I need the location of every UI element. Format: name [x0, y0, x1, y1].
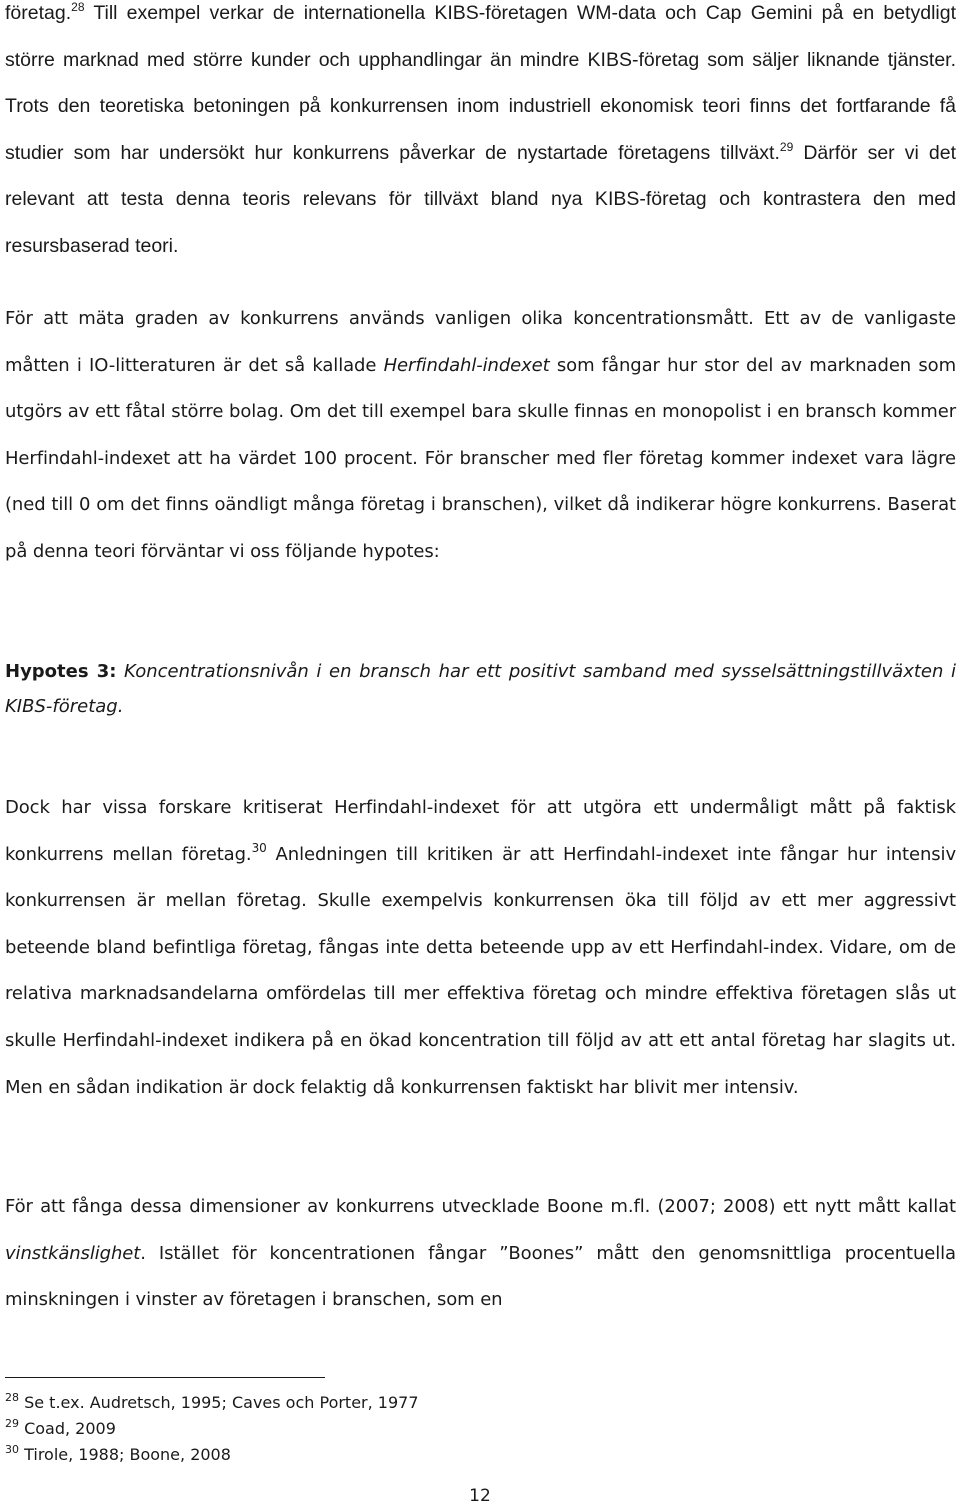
footnote-separator — [5, 1377, 325, 1378]
footnote-30 — [5, 1443, 231, 1467]
footnote-28 — [5, 1391, 419, 1415]
paragraph-concentration — [5, 296, 956, 576]
text: För att fånga dessa dimensioner av konkurrens utvecklade Boone m.fl. (2007; 2008) ett nytt mått kallat — [5, 1196, 956, 1217]
footnote-text: Se t.ex. Audretsch, 1995; Caves och Porter, 1977 — [19, 1393, 419, 1412]
hypothesis-3 — [5, 654, 956, 724]
paragraph-intro — [5, 0, 956, 270]
text: Anledningen till kritiken är att Herfindahl-indexet inte fångar hur intensiv konkurrensen är mellan företag. Skulle exempelvis konkurrensen öka till följd av ett mer aggressivt beteende bland befintliga företag, fångas inte detta beteende upp av ett Herfindahl-index. Vidare, om de relativa marknadsandelarna omfördelas till mer effektiva företag och mindre effektiva företagen slås ut skulle Herfindahl-indexet indikera på en ökad koncentration till följd av att ett antal företag har slagits ut. Men en sådan indikation är dock felaktig då konkurrensen faktiskt har blivit mer intensiv. — [5, 843, 957, 1098]
page-number: 12 — [469, 1486, 491, 1506]
footnote-ref-30[interactable]: 30 — [251, 840, 267, 855]
footnote-number: 28 — [5, 1391, 19, 1404]
footnote-number: 30 — [5, 1443, 19, 1456]
text: Dock har vissa forskare kritiserat Herfindahl-indexet för att utgöra ett undermåligt mått på faktisk konkurrens mellan företag. — [5, 797, 956, 865]
footnote-ref-28[interactable]: 28 — [71, 0, 85, 14]
emphasis-term: Herfindahl-indexet — [383, 354, 550, 376]
footnote-text: Tirole, 1988; Boone, 2008 — [19, 1445, 231, 1464]
emphasis-term: vinstkänslighet — [5, 1242, 141, 1264]
footnote-29 — [5, 1417, 116, 1441]
hypothesis-text: Koncentrationsnivån i en bransch har ett positivt samband med sysselsättningstillväxten i KIBS-företag. — [5, 661, 956, 717]
text: som fångar hur stor del av marknaden som utgörs av ett fåtal större bolag. Om det till exempel bara skulle finnas en monopolist i en bransch kommer Herfindahl-indexet att ha värdet 100 procent. För branscher med fler företag kommer indexet vara lägre (ned till 0 om det finns oändligt många företag i branschen), vilket då indikerar högre konkurrens. Baserat på denna teori förväntar vi oss följande hypotes: — [5, 354, 956, 562]
text: Därför ser vi det relevant att testa denna teoris relevans för tillväxt bland nya KIBS-företag och kontrastera den med resursbaserad teori. — [5, 141, 956, 257]
footnote-number: 29 — [5, 1417, 19, 1430]
footnote-text: Coad, 2009 — [19, 1419, 116, 1438]
paragraph-critique — [5, 785, 956, 1111]
text: För att mäta graden av konkurrens används vanligen olika koncentrationsmått. Ett av de vanligaste måtten i IO-litteraturen är det så kallade — [5, 308, 956, 376]
text: . Istället för koncentrationen fångar ”Boones” mått den genomsnittliga procentuella minskningen i vinster av företagen i branschen, som en — [5, 1242, 956, 1311]
text: företag. — [5, 2, 72, 24]
footnote-ref-29[interactable]: 29 — [779, 139, 794, 154]
hypothesis-label: Hypotes 3: — [5, 661, 117, 682]
text: Till exempel verkar de internationella KIBS-företagen WM-data och Cap Gemini på en betydligt större marknad med större kunder och upphandlingar än mindre KIBS-företag som säljer liknande tjänster. Trots den teoretiska betoningen på konkurrensen inom industriell ekonomisk teori finns det fortfarande få studier som har undersökt hur konkurrens påverkar de nystartade företagens tillväxt. — [5, 2, 956, 164]
paragraph-boone — [5, 1184, 956, 1324]
